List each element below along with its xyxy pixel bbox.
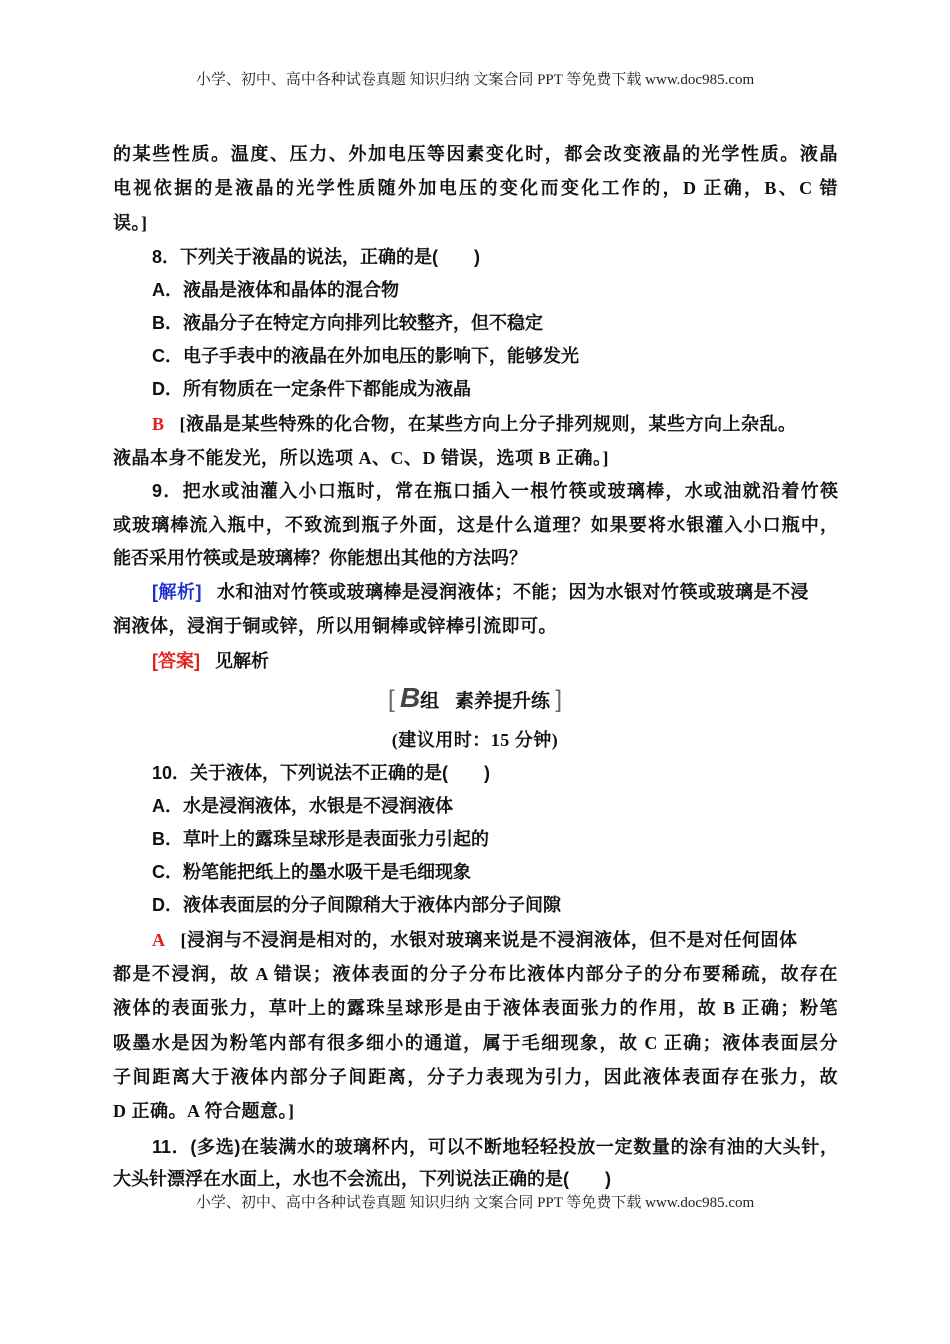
explanation-line: 误。] — [113, 213, 148, 233]
explanation-text: [液晶是某些特殊的化合物，在某些方向上分子排列规则，某些方向上杂乱。 — [179, 414, 797, 434]
question-8-stem: 8．下列关于液晶的说法，正确的是( ) — [152, 247, 480, 267]
option-a: A．液晶是液体和晶体的混合物 — [152, 280, 399, 300]
explanation-line: 子间距离大于液体内部分子间距离，分子力表现为引力，因此液体表面存在张力，故 — [113, 1067, 838, 1087]
option-b: B．液晶分子在特定方向排列比较整齐，但不稳定 — [152, 313, 543, 333]
question-9-stem: 能否采用竹筷或是玻璃棒？你能想出其他的方法吗？ — [113, 548, 527, 568]
section-letter: B — [399, 682, 421, 713]
option-c: C．粉笔能把纸上的墨水吸干是毛细现象 — [152, 862, 471, 882]
explanation-line: 的某些性质。温度、压力、外加电压等因素变化时，都会改变液晶的光学性质。液晶 — [113, 144, 838, 164]
question-9-stem: 9．把水或油灌入小口瓶时，常在瓶口插入一根竹筷或玻璃棒，水或油就沿着竹筷 — [152, 481, 838, 501]
explanation-line: 液晶本身不能发光，所以选项 A、C、D 错误，选项 B 正确。] — [113, 448, 609, 468]
analysis — [152, 580, 809, 604]
page-header: 小学、初中、高中各种试卷真题 知识归纳 文案合同 PPT 等免费下载 www.doc985.com — [195, 72, 755, 88]
question-10-stem: 10．关于液体，下列说法不正确的是( ) — [152, 763, 491, 783]
analysis-line: 润液体，浸润于铜或锌，所以用铜棒或锌棒引流即可。 — [113, 616, 557, 636]
answer-explanation — [152, 412, 797, 436]
option-d: D．所有物质在一定条件下都能成为液晶 — [152, 379, 471, 399]
explanation-text: [浸润与不浸润是相对的，水银对玻璃来说是不浸润液体，但不是对任何固体 — [180, 930, 798, 950]
analysis-label: [解析] — [152, 582, 202, 602]
explanation-line: D 正确。A 符合题意。] — [113, 1101, 295, 1121]
explanation-line: 液体的表面张力，草叶上的露珠呈球形是由于液体表面张力的作用，故 B 正确；粉笔 — [113, 998, 838, 1018]
explanation-line: 吸墨水是因为粉笔内部有很多细小的通道，属于毛细现象，故 C 正确；液体表面层分 — [113, 1033, 838, 1053]
question-9-stem: 或玻璃棒流入瓶中，不致流到瓶子外面，这是什么道理？如果要将水银灌入小口瓶中， — [113, 515, 838, 535]
section-title: 素养提升练 — [455, 691, 551, 712]
section-group: 组 — [420, 691, 440, 712]
explanation-line: 电视依据的是液晶的光学性质随外加电压的变化而变化工作的，D 正确，B、C 错 — [113, 178, 838, 198]
answer-text: 见解析 — [215, 651, 270, 671]
option-b: B．草叶上的露珠呈球形是表面张力引起的 — [152, 829, 489, 849]
analysis-text: 水和油对竹筷或玻璃棒是浸润液体；不能；因为水银对竹筷或玻璃是不浸 — [217, 582, 809, 602]
answer — [152, 649, 269, 673]
question-11-stem: 11．(多选)在装满水的玻璃杯内，可以不断地轻轻投放一定数量的涂有油的大头针， — [152, 1137, 838, 1157]
answer-explanation — [152, 928, 798, 952]
section-heading: [ B组 素养提升练 ] — [387, 682, 562, 713]
page-footer: 小学、初中、高中各种试卷真题 知识归纳 文案合同 PPT 等免费下载 www.doc985.com — [195, 1195, 755, 1211]
option-c: C．电子手表中的液晶在外加电压的影响下，能够发光 — [152, 346, 579, 366]
suggested-time: (建议用时：15 分钟) — [391, 730, 559, 750]
question-11-stem: 大头针漂浮在水面上，水也不会流出，下列说法正确的是( ) — [113, 1169, 611, 1189]
explanation-line: 都是不浸润，故 A 错误；液体表面的分子分布比液体内部分子的分布要稀疏，故存在 — [113, 964, 838, 984]
option-a: A．水是浸润液体，水银是不浸润液体 — [152, 796, 453, 816]
answer-letter: B — [152, 414, 165, 434]
answer-letter: A — [152, 930, 166, 950]
answer-label: [答案] — [152, 651, 200, 671]
option-d: D．液体表面层的分子间隙稍大于液体内部分子间隙 — [152, 895, 561, 915]
